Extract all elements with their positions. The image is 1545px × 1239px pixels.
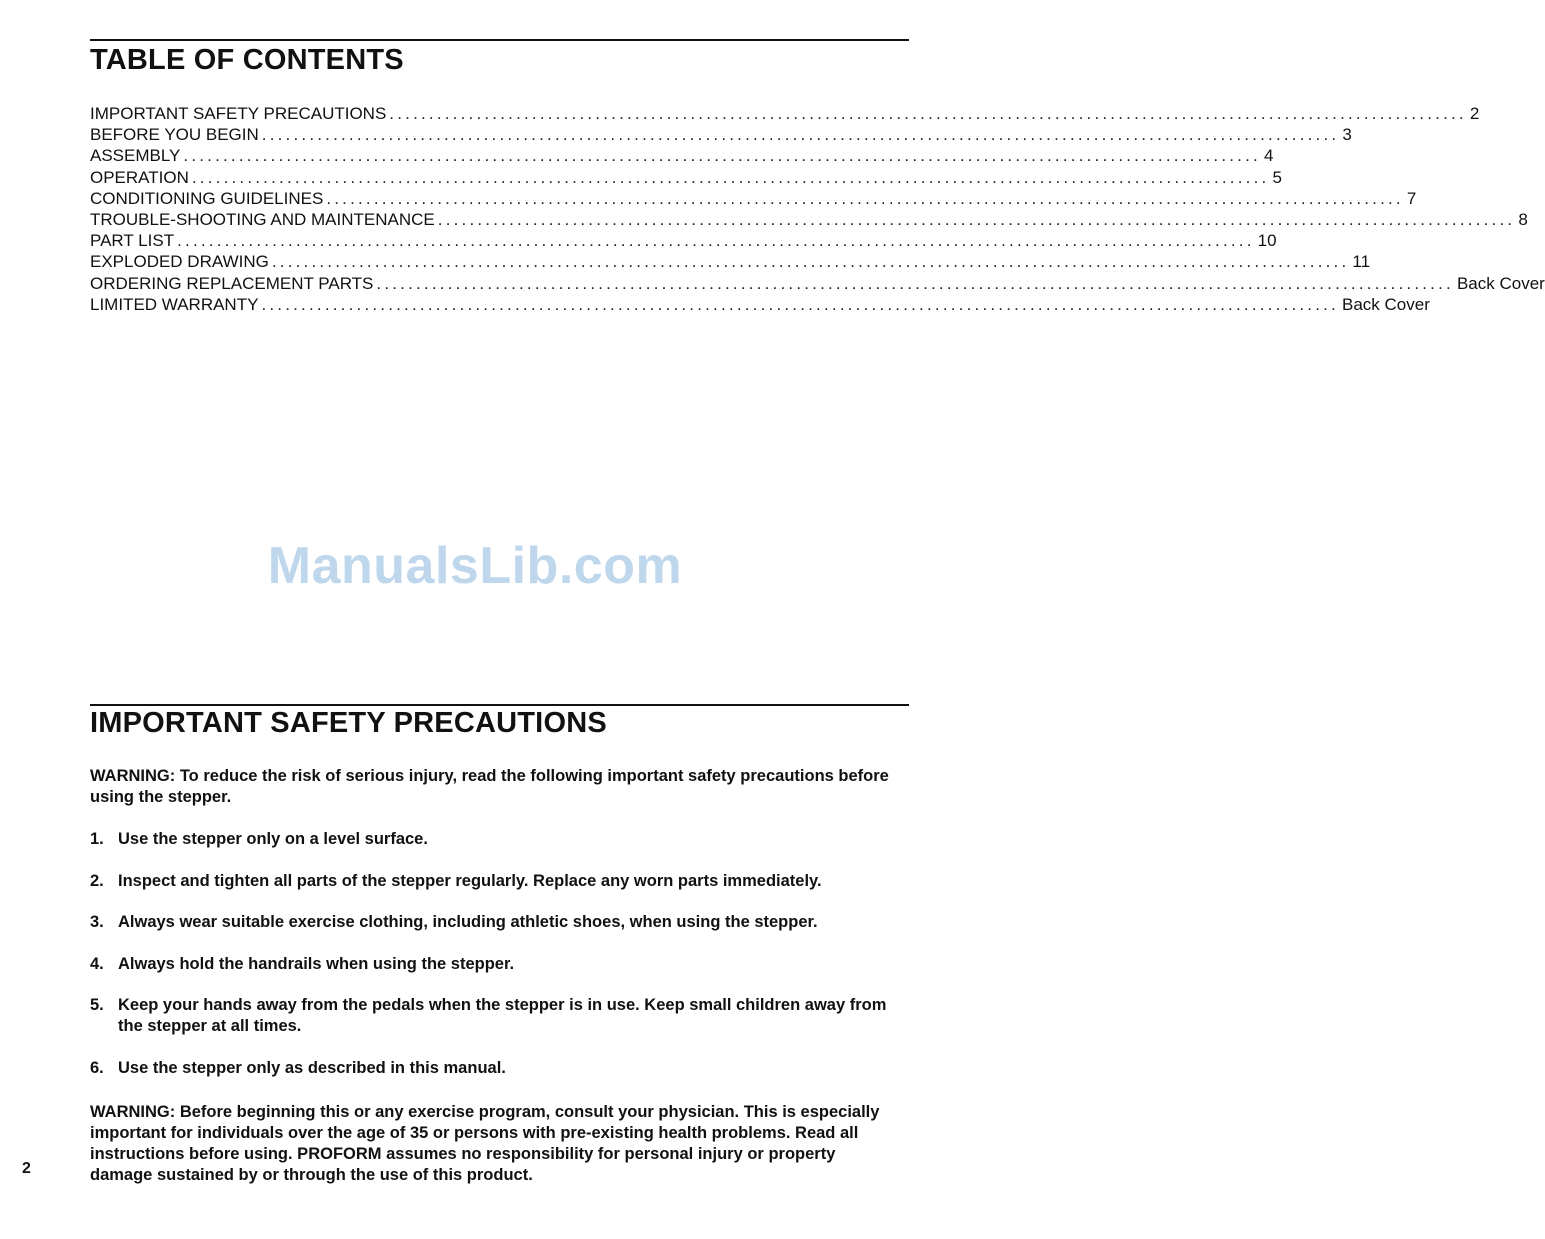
page-number: 2 [22, 1160, 31, 1177]
toc-entry [90, 209, 1528, 230]
toc-entry-page: 8 [1518, 209, 1528, 229]
toc-entry-page: 11 [1352, 252, 1371, 272]
toc-entry [90, 188, 1417, 209]
toc-leader-dots: ........................................................................................................................................ [437, 209, 1516, 229]
list-item-text: Use the stepper only on a level surface. [118, 830, 428, 848]
toc-entry-page: 4 [1263, 146, 1274, 166]
toc-entry-title: PART LIST [90, 231, 175, 251]
list-item-number: 3. [90, 913, 104, 931]
toc-leader-dots: ........................................................................................................................................ [261, 294, 1339, 314]
toc-entry-page: 10 [1257, 231, 1277, 251]
toc-top-rule [90, 39, 909, 41]
list-item-text: Always wear suitable exercise clothing, including athletic shoes, when using the stepper. [118, 913, 818, 931]
toc-entry-page: 2 [1469, 104, 1480, 123]
safety-heading: IMPORTANT SAFETY PRECAUTIONS [90, 707, 607, 739]
toc-entry [90, 273, 1545, 294]
toc-entry [90, 294, 1430, 315]
toc-entry [90, 103, 1480, 124]
toc-entry-title: BEFORE YOU BEGIN [90, 125, 259, 145]
list-item [90, 829, 910, 850]
toc-entry-title: ORDERING REPLACEMENT PARTS [90, 273, 374, 293]
list-item-number: 6. [90, 1058, 104, 1077]
toc-entry [90, 124, 1352, 145]
precautions-list [90, 829, 910, 1099]
toc-leader-dots: ........................................................................................................................................ [183, 146, 1261, 166]
list-item-text: Inspect and tighten all parts of the stepper regularly. Replace any worn parts immediately. [118, 871, 822, 890]
toc-entry-title: EXPLODED DRAWING [90, 252, 269, 272]
list-item-number: 4. [90, 954, 104, 973]
toc-list [90, 103, 1545, 315]
list-item-text: Keep your hands away from the pedals when the stepper is in use. Keep small children away from the stepper at all times. [118, 996, 887, 1035]
toc-entry-page: 3 [1342, 125, 1352, 145]
watermark: ManualsLib.com [267, 537, 683, 595]
safety-top-rule [90, 704, 909, 706]
toc-entry [90, 230, 1277, 251]
list-item-number: 5. [90, 996, 104, 1014]
toc-leader-dots: ........................................................................................................................................ [376, 273, 1454, 293]
list-item [90, 954, 910, 975]
toc-entry-page: Back Cover [1342, 294, 1430, 314]
list-item [90, 995, 910, 1037]
toc-leader-dots: ........................................................................................................................................ [177, 231, 1255, 251]
toc-entry-title: OPERATION [90, 167, 189, 187]
warning-intro: WARNING: To reduce the risk of serious injury, read the following important safety precautions before using the stepper. [90, 767, 889, 806]
toc-heading: TABLE OF CONTENTS [90, 44, 404, 76]
toc-leader-dots: ........................................................................................................................................ [261, 125, 1340, 145]
toc-entry-title: CONDITIONING GUIDELINES [90, 188, 324, 208]
toc-leader-dots: ........................................................................................................................................ [326, 188, 1404, 208]
toc-entry-title: TROUBLE-SHOOTING AND MAINTENANCE [90, 209, 435, 229]
list-item [90, 912, 910, 933]
list-item [90, 871, 910, 892]
toc-entry-title: IMPORTANT SAFETY PRECAUTIONS [90, 104, 387, 123]
toc-entry [90, 145, 1274, 166]
warning-physician: WARNING: Before beginning this or any exercise program, consult your physician. This is especially important for individuals over the age of 35 or persons with pre-existing health problems. Read all instructions before using. PROFORM assumes no responsibility for personal injury or property damage sustained by or through the use of this product. [90, 1103, 880, 1184]
toc-leader-dots: ........................................................................................................................................ [191, 167, 1270, 187]
list-item-text: Use the stepper only as described in this manual. [118, 1058, 506, 1077]
list-item-text: Always hold the handrails when using the stepper. [118, 954, 515, 973]
toc-entry-page: 5 [1272, 167, 1282, 187]
list-item-number: 2. [90, 871, 104, 890]
toc-entry [90, 167, 1282, 188]
toc-entry-page: Back Cover [1456, 273, 1545, 293]
list-item [90, 1058, 910, 1079]
toc-leader-dots: ........................................................................................................................................ [271, 252, 1350, 272]
toc-leader-dots: ........................................................................................................................................ [389, 104, 1467, 123]
toc-entry-title: LIMITED WARRANTY [90, 294, 259, 314]
toc-entry [90, 251, 1371, 272]
list-item-number: 1. [90, 830, 104, 848]
toc-entry-page: 7 [1406, 188, 1417, 208]
toc-entry-title: ASSEMBLY [90, 146, 181, 166]
